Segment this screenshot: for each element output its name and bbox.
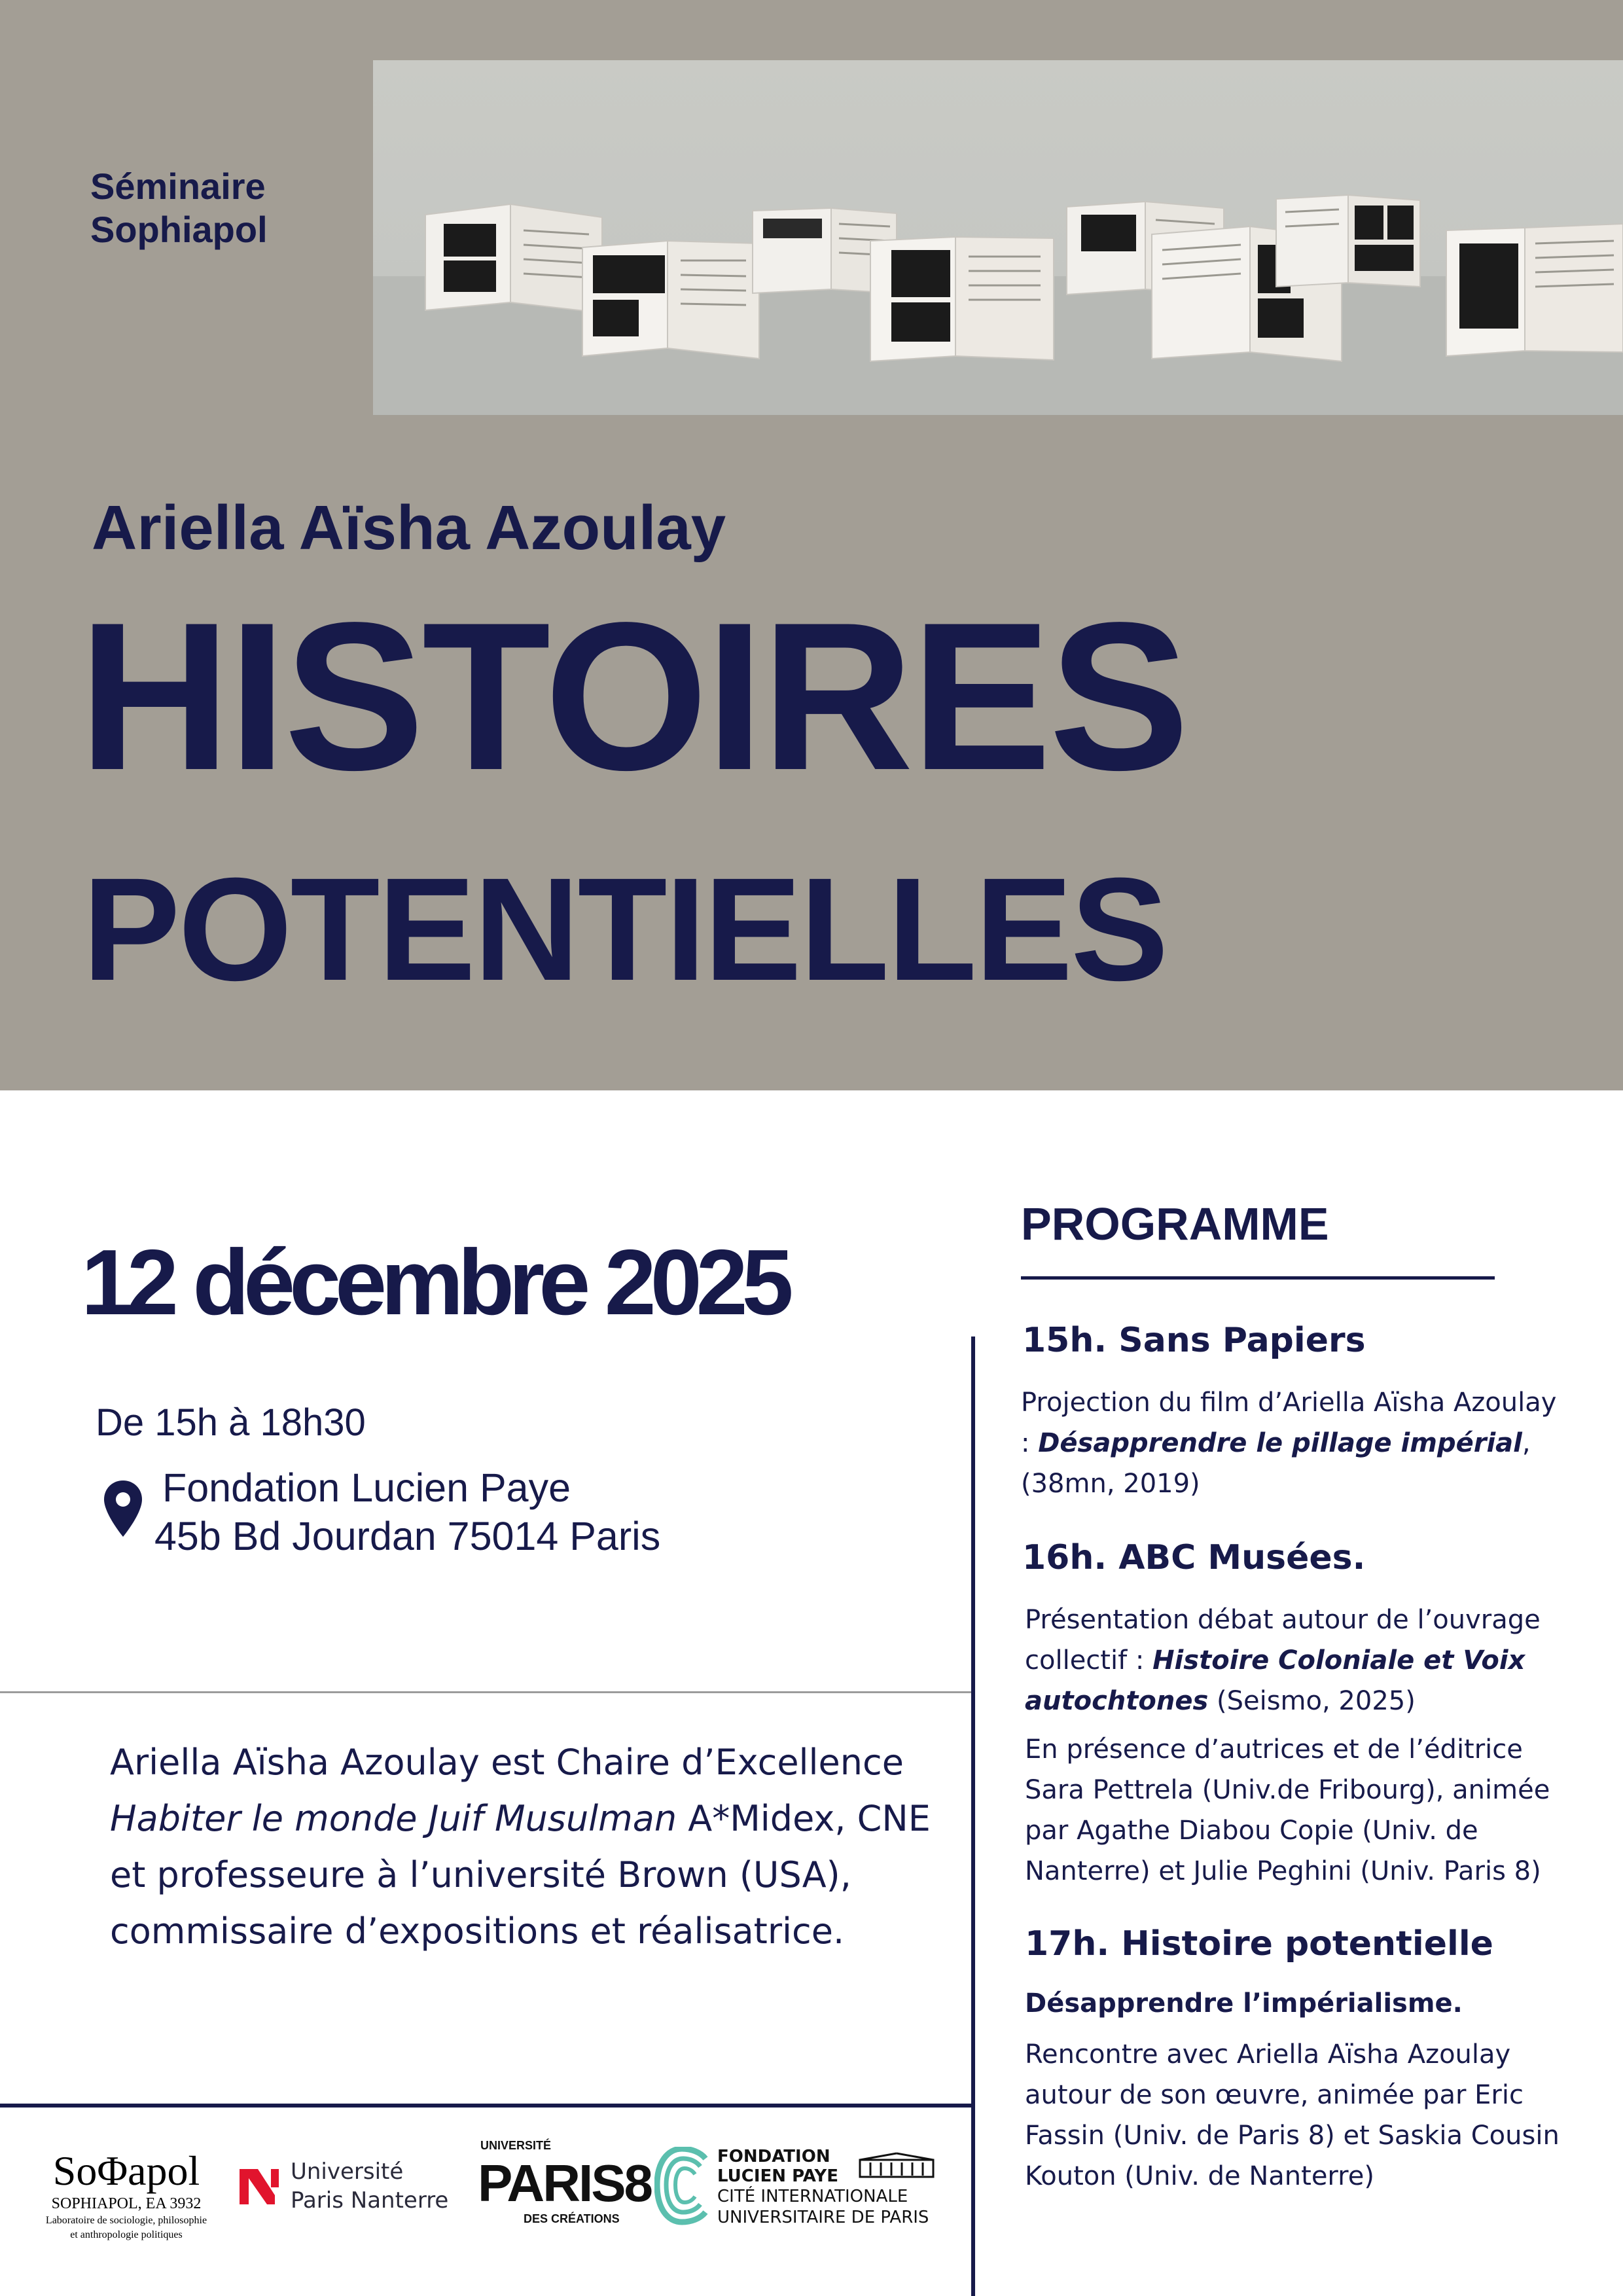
flp-line-4: UNIVERSITAIRE DE PARIS (717, 2208, 929, 2227)
item-text-part: Projection du film d’Ariella Aïsha Azoulay : (1021, 1388, 1557, 1458)
sophiapol-logo (31, 2148, 221, 2242)
fondation-lucien-paye-logo (654, 2147, 942, 2232)
bio-text-1: Ariella Aïsha Azoulay est Chaire d’Excellence (110, 1742, 904, 1783)
header-photo (373, 60, 1623, 415)
sophiapol-logo-sub3: et anthropologie politiques (70, 2229, 183, 2240)
event-date: 12 décembre 2025 (81, 1230, 788, 1335)
venue-name: Fondation Lucien Paye (162, 1465, 571, 1510)
flp-mark-icon (654, 2147, 711, 2225)
programme-item-subheading: Désapprendre l’impérialisme. (1025, 1988, 1463, 2018)
sophiapol-logo-sub1: SOPHIAPOL, EA 3932 (51, 2195, 202, 2212)
item-text-part: , (38mn, 2019) (1021, 1428, 1531, 1499)
nanterre-logo-text (291, 2157, 448, 2215)
title-line-2: POTENTIELLES (82, 848, 1167, 1011)
programme-item-text: Rencontre avec Ariella Aïsha Azoulay autour de son œuvre, animée par Eric Fassin (Univ. de Paris 8) et Saskia Cousin Kouton (Univ. de Nanterre) (1025, 2039, 1560, 2191)
nanterre-line-1: Université (291, 2159, 404, 2185)
flp-line-3: CITÉ INTERNATIONALE (717, 2187, 908, 2206)
item-text-part: (Seismo, 2025) (1208, 1686, 1416, 1716)
flp-line-2: LUCIEN PAYE (717, 2166, 838, 2186)
programme-item-text (1025, 1600, 1561, 1721)
footer-divider (0, 2104, 975, 2108)
programme-item-text: En présence d’autrices et de l’éditrice Sara Pettrela (Univ.de Fribourg), animée par Agathe Diabou Copie (Univ. de Nanterre) et Julie Peghini (Univ. Paris 8) (1025, 1734, 1550, 1886)
author-bio (110, 1734, 961, 1960)
partner-logos (0, 2114, 971, 2296)
paris8-main: PARIS8 (478, 2154, 652, 2212)
seminar-line-1: Séminaire (90, 166, 266, 207)
section-divider (0, 1691, 975, 1693)
item-text-part: Présentation débat autour de l’ouvrage collectif : (1025, 1605, 1541, 1676)
flp-title (717, 2147, 838, 2186)
books-photo-illustration (373, 60, 1623, 415)
paris8-logo (478, 2139, 652, 2231)
sophiapol-logo-sub2: Laboratoire de sociologie, philosophie (45, 2215, 207, 2226)
bio-chair-title: Habiter le monde Juif Musulman (110, 1798, 677, 1839)
paris8-bottom: DES CRÉATIONS (524, 2212, 620, 2225)
title-line-1: HISTOIRES (79, 579, 1187, 814)
programme-item-text (1021, 1382, 1558, 1504)
programme-rule (1021, 1276, 1495, 1280)
author-name: Ariella Aïsha Azoulay (92, 493, 726, 563)
programme-title: PROGRAMME (1021, 1198, 1329, 1249)
item-work-title: Histoire Coloniale et Voix autochtones (1025, 1645, 1525, 1716)
nanterre-line-2: Paris Nanterre (291, 2187, 449, 2214)
flp-subtitle (717, 2186, 929, 2228)
seminar-line-2: Sophiapol (90, 209, 268, 250)
event-time: De 15h à 18h30 (96, 1401, 366, 1444)
venue-address: 45b Bd Jourdan 75014 Paris (154, 1514, 661, 1558)
flp-line-1: FONDATION (717, 2147, 830, 2166)
sophiapol-logo-name: SoΦapol (52, 2147, 200, 2194)
column-divider (971, 1336, 975, 2296)
nanterre-mark-icon (238, 2164, 284, 2210)
bio-text-2: A*Midex, CNE et professeure à l’université Brown (USA), commissaire d’expositions et réalisatrice. (110, 1798, 931, 1952)
seminar-label (90, 165, 268, 251)
building-icon (857, 2151, 936, 2179)
programme-item-heading: 16h. ABC Musées. (1022, 1538, 1366, 1577)
paris8-top: UNIVERSITÉ (480, 2139, 552, 2152)
location-pin-icon (102, 1479, 144, 1538)
item-work-title: Désapprendre le pillage impérial (1038, 1428, 1522, 1458)
programme-item-heading: 17h. Histoire potentielle (1025, 1924, 1493, 1964)
programme-item-heading: 15h. Sans Papiers (1022, 1321, 1366, 1360)
